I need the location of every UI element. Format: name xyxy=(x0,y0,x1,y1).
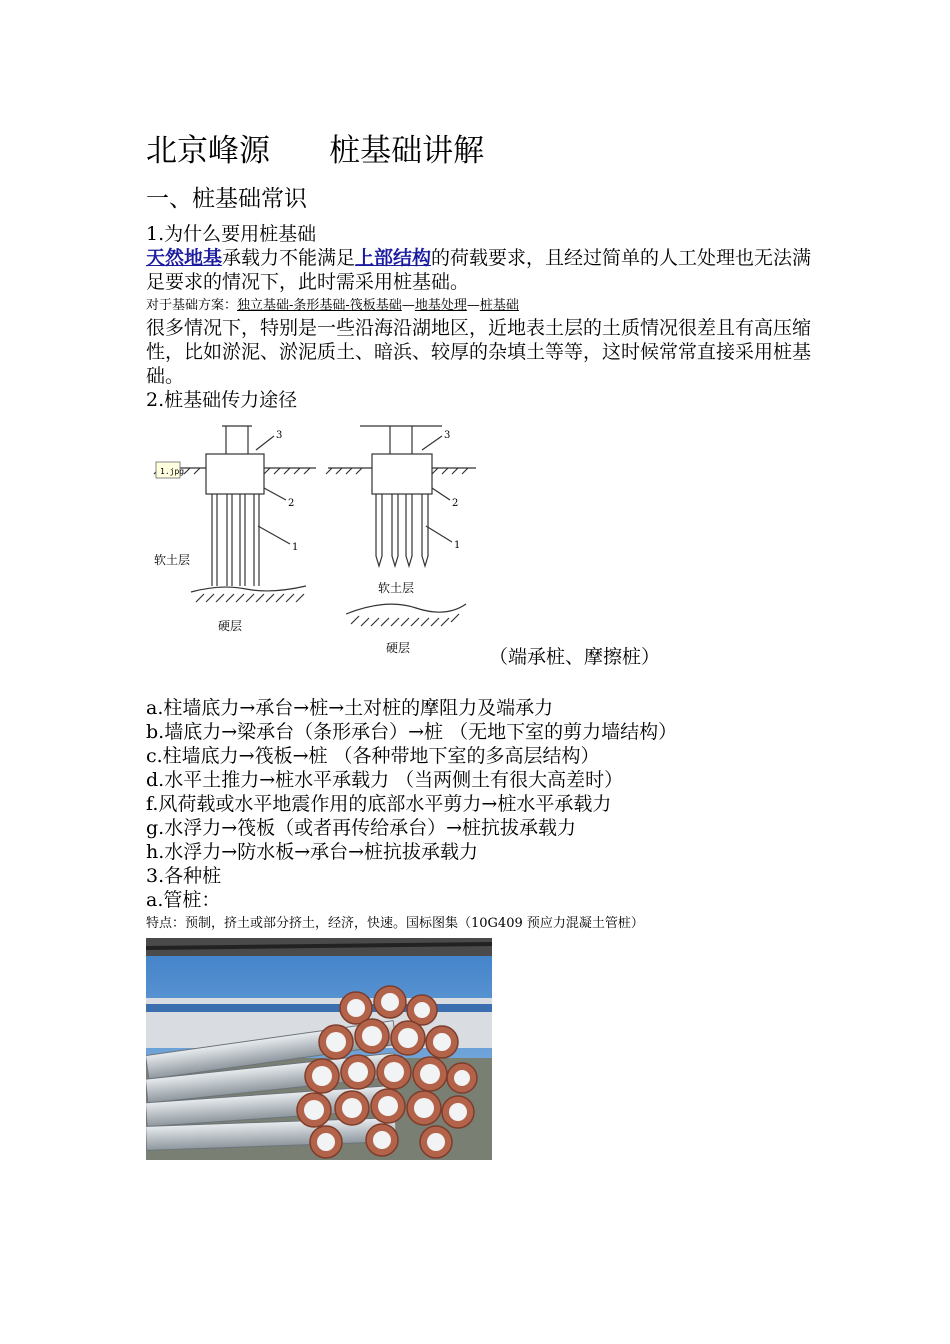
question-1: 1.为什么要用桩基础 xyxy=(146,223,317,245)
scheme-2: 地基处理 xyxy=(414,298,467,313)
pile-type-a: a.管桩： xyxy=(146,889,221,911)
question-3: 3.各种桩 xyxy=(146,865,222,887)
scheme-line xyxy=(146,296,826,316)
paragraph-2: 很多情况下，特别是一些沿海沿湖地区，近地表土层的土质情况很差且有高压缩性，比如淤泥、淤泥质土、暗浜、较厚的杂填土等等，这时候常常直接采用桩基础。 xyxy=(146,317,812,387)
pile-diagram-svg xyxy=(146,416,706,676)
scheme-3: 桩基础 xyxy=(479,298,519,313)
document-page xyxy=(146,128,826,1164)
label-1-left: 1 xyxy=(292,542,299,553)
force-path-list xyxy=(146,696,826,864)
scheme-sep-2: — xyxy=(466,298,480,313)
pile-features: 特点：预制，挤土或部分挤土，经济，快速。国标图集（10G409 预应力混凝土管桩） xyxy=(146,916,644,931)
hard-layer-right: 硬层 xyxy=(386,641,411,655)
list-item: f.风荷载或水平地震作用的底部水平剪力→桩水平承载力 xyxy=(146,793,612,815)
pile-diagram xyxy=(146,416,826,686)
hard-layer-left: 硬层 xyxy=(218,619,243,633)
para1-text-1: 承载力不能满足 xyxy=(222,247,356,269)
para1-text-2: 的荷载要求，且经过简单的人工处理也无法满足要求的情况下，此时需采用桩基础。 xyxy=(146,247,812,293)
doc-title: 北京峰源 桩基础讲解 xyxy=(146,133,485,169)
scheme-1: 独立基础-条形基础-筏板基础 xyxy=(237,298,402,313)
link-natural-foundation[interactable]: 天然地基 xyxy=(146,247,223,269)
label-3-right: 3 xyxy=(444,430,451,441)
file-tag: 1.jpg xyxy=(160,467,185,476)
scheme-sep-1: — xyxy=(401,298,415,313)
link-superstructure[interactable]: 上部结构 xyxy=(355,247,432,269)
label-3-left: 3 xyxy=(276,430,283,441)
figure-caption: （端承桩、摩擦桩） xyxy=(489,646,661,668)
list-item: g.水浮力→筏板（或者再传给承台）→桩抗拔承载力 xyxy=(146,817,577,839)
paragraph-1 xyxy=(146,246,826,294)
list-item: a.柱墙底力→承台→桩→土对桩的摩阻力及端承力 xyxy=(146,697,554,719)
list-item: d.水平土推力→桩水平承载力 （当两侧土有很大高差时） xyxy=(146,769,624,791)
label-2-left: 2 xyxy=(288,498,295,509)
list-item: h.水浮力→防水板→承台→桩抗拔承载力 xyxy=(146,841,479,863)
list-item: c.柱墙底力→筏板→桩 （各种带地下室的多高层结构） xyxy=(146,745,600,767)
scheme-prefix: 对于基础方案： xyxy=(146,298,238,313)
pipe-pile-photo xyxy=(146,938,492,1160)
soft-layer-right: 软土层 xyxy=(378,581,415,595)
label-2-right: 2 xyxy=(452,498,459,509)
soft-layer-left: 软土层 xyxy=(154,553,191,567)
question-2: 2.桩基础传力途径 xyxy=(146,389,298,411)
list-item: b.墙底力→梁承台（条形承台）→桩 （无地下室的剪力墙结构） xyxy=(146,721,678,743)
section-heading: 一、桩基础常识 xyxy=(146,186,307,212)
label-1-right: 1 xyxy=(454,540,461,551)
